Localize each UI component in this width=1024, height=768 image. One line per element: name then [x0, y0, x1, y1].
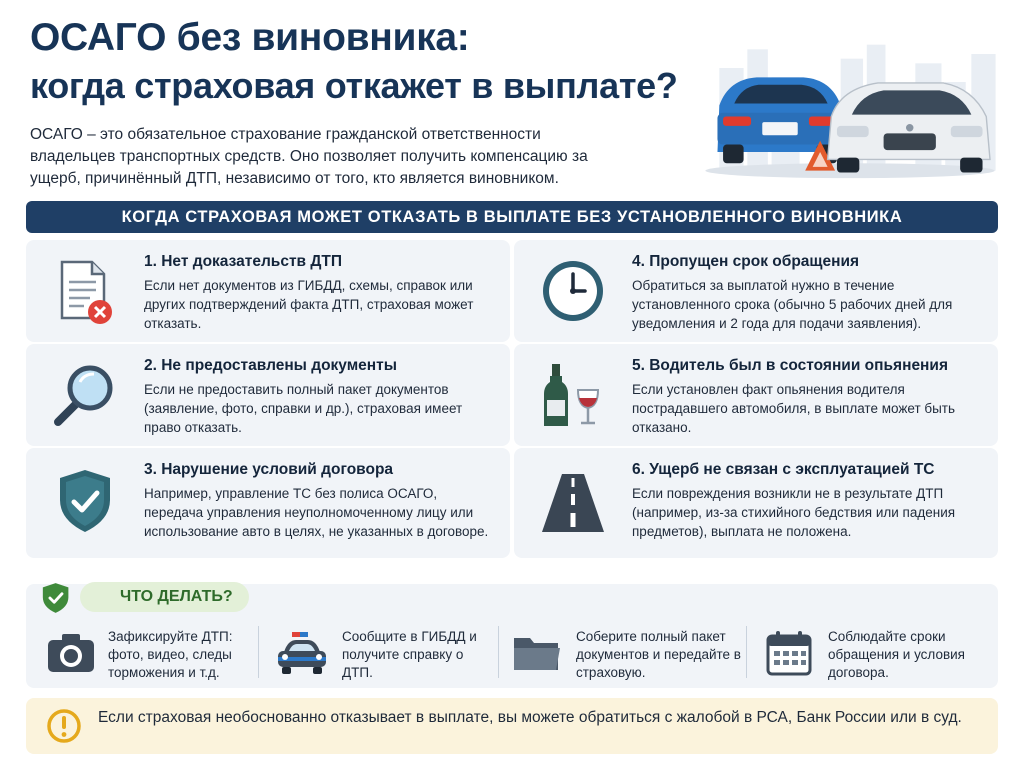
section-banner: КОГДА СТРАХОВАЯ МОЖЕТ ОТКАЗАТЬ В ВЫПЛАТЕ БЕЗ УСТАНОВЛЕННОГО ВИНОВНИКА — [26, 201, 998, 233]
reason-text: Если установлен факт опьянения водителя пострадавшего автомобиля, в выплате может быть отказано. — [632, 382, 956, 435]
divider — [746, 626, 747, 678]
step-text: Сообщите в ГИБДД и получите справку о ДТП. — [342, 629, 477, 680]
warning-note — [26, 698, 998, 754]
divider — [258, 626, 259, 678]
calendar-icon — [764, 630, 814, 676]
white-car-icon — [828, 83, 990, 173]
clock-icon — [538, 256, 608, 326]
intro-text: ОСАГО – это обязательное страхование гражданской ответственности владельцев транспортных средств. Оно позволяет получить компенсацию за ущерб, причинённый ДТП, независимо от того, кто является виновником. — [30, 126, 588, 187]
reason-title: 5. Водитель был в состоянии опьянения — [632, 357, 948, 374]
step-text: Соберите полный пакет документов и передайте в страховую. — [576, 629, 741, 680]
title-line-1: ОСАГО без виновника: — [30, 16, 470, 59]
police-car-icon — [274, 630, 330, 676]
reason-card-3 — [26, 448, 510, 558]
what-to-do-label — [80, 582, 249, 612]
reason-card-2 — [26, 344, 510, 446]
reason-title: 1. Нет доказательств ДТП — [144, 253, 343, 270]
reason-title: 4. Пропущен срок обращения — [632, 253, 860, 270]
shield-check-icon — [50, 466, 120, 536]
reason-text: Если нет документов из ГИБДД, схемы, справок или других подтверждений факта ДТП, страховая может отказать. — [144, 278, 474, 331]
folder-icon — [512, 630, 562, 676]
reason-card-1 — [26, 240, 510, 342]
reason-text: Обратиться за выплатой нужно в течение установленного срока (обычно 5 рабочих дней для уведомления и 2 года для подачи заявления). — [632, 278, 953, 331]
divider — [498, 626, 499, 678]
reason-text: Например, управление ТС без полиса ОСАГО, передача управления неуполномоченному лицу или использование авто в целях, не указанных в договоре. — [144, 486, 489, 539]
step-text: Соблюдайте сроки обращения и условия договора. — [828, 629, 965, 680]
reason-card-5 — [514, 344, 998, 446]
car-accident-illustration — [690, 40, 1010, 190]
reason-title: 3. Нарушение условий договора — [144, 461, 394, 478]
reason-card-6 — [514, 448, 998, 558]
road-icon — [538, 468, 608, 538]
magnifier-icon — [50, 360, 120, 430]
camera-icon — [46, 630, 96, 676]
reason-text: Если повреждения возникли не в результате ДТП (например, из-за стихийного бедствия или падения предметов), выплата не положена. — [632, 486, 956, 539]
reason-card-4 — [514, 240, 998, 342]
what-to-do-label-text: ЧТО ДЕЛАТЬ? — [120, 588, 233, 605]
exclamation-icon — [46, 708, 82, 744]
step-text: Зафиксируйте ДТП: фото, видео, следы торможения и т.д. — [108, 629, 233, 680]
reason-title: 6. Ущерб не связан с эксплуатацией ТС — [632, 461, 935, 478]
reason-text: Если не предоставить полный пакет документов (заявление, фото, справки и др.), страховая имеет право отказать. — [144, 382, 463, 435]
warning-text: Если страховая необоснованно отказывает в выплате, вы можете обратиться с жалобой в РСА, Банк России или в суд. — [98, 709, 962, 726]
document-reject-icon — [50, 256, 120, 326]
page-title — [30, 14, 710, 110]
wine-bottle-icon — [538, 360, 608, 430]
title-line-2: когда страховая откажет в выплате? — [30, 65, 678, 106]
shield-check-badge-icon — [40, 575, 84, 621]
city-skyline-icon — [690, 40, 1010, 180]
reason-title: 2. Не предоставлены документы — [144, 357, 397, 374]
